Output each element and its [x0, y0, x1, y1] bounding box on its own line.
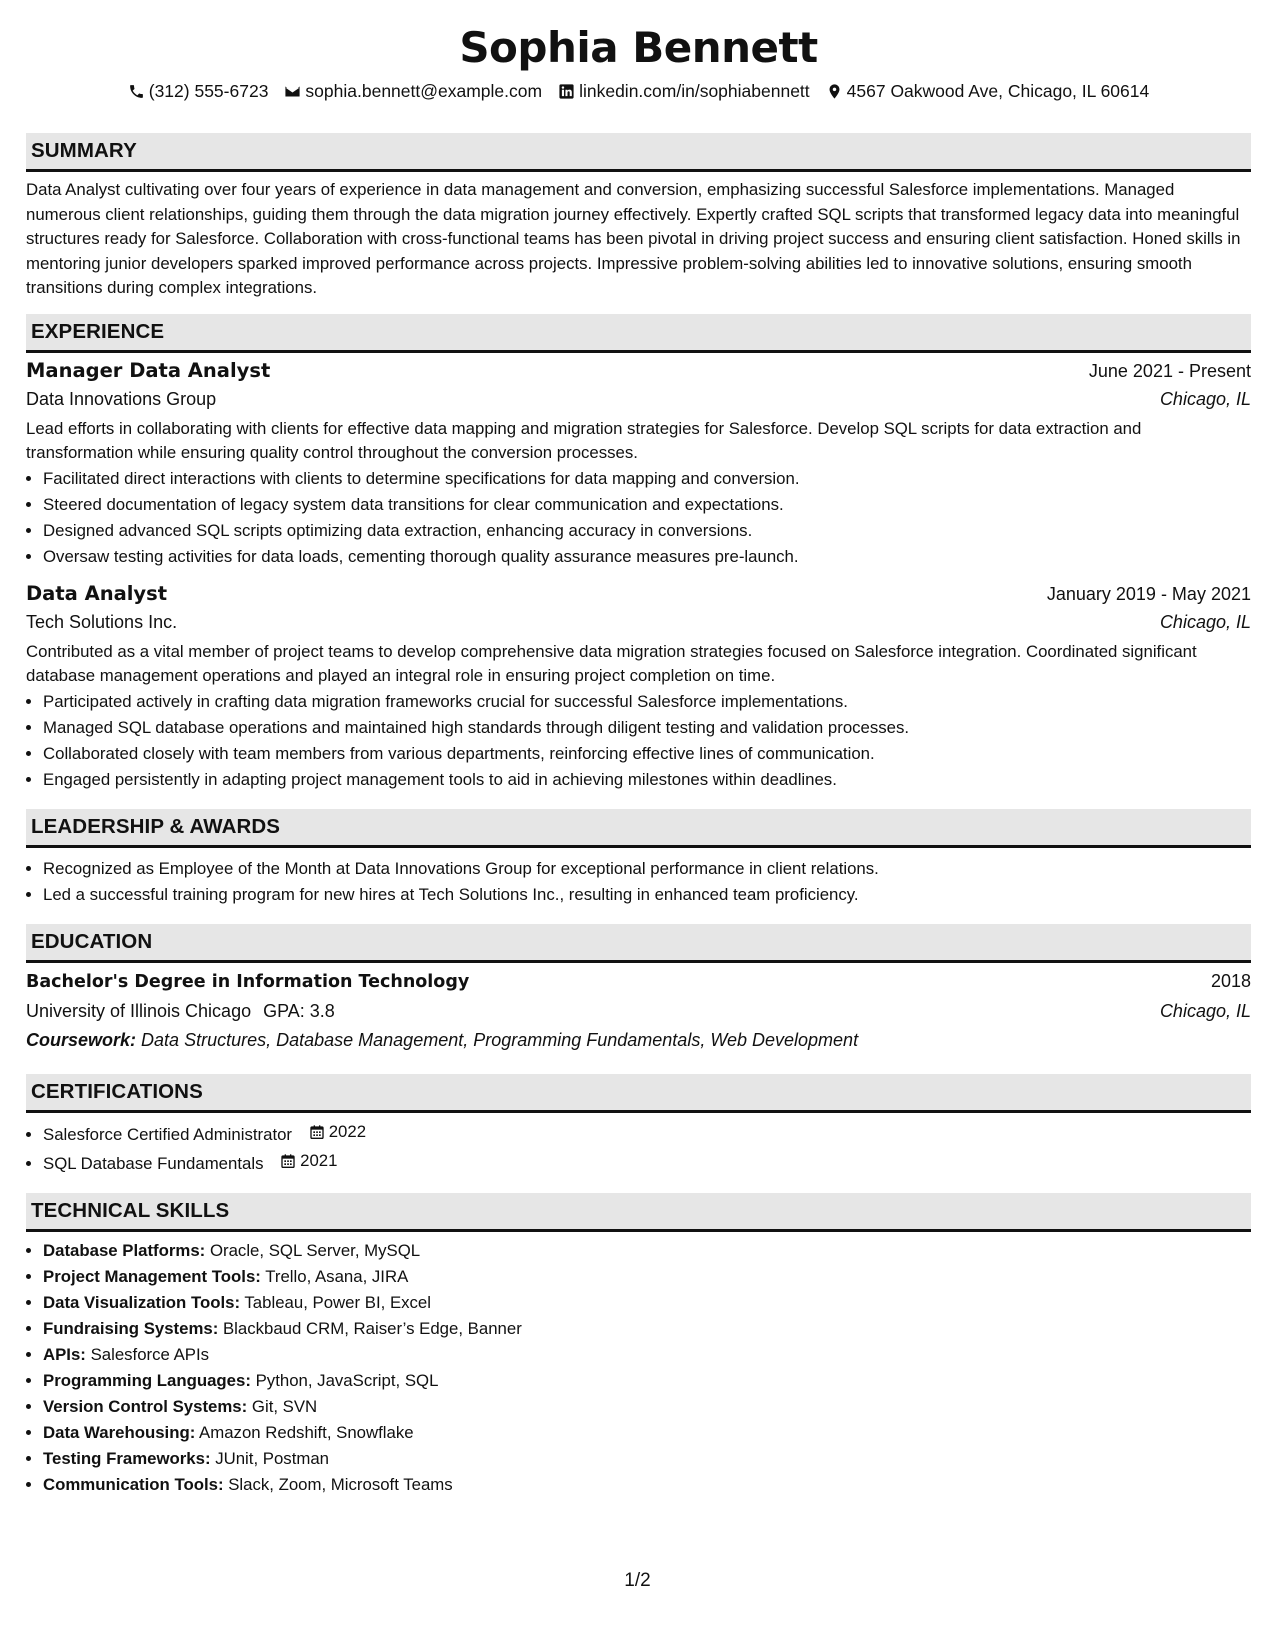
candidate-name: Sophia Bennett: [459, 23, 818, 72]
section-heading-education: EDUCATION: [26, 924, 1251, 963]
contact-address-text: 4567 Oakwood Ave, Chicago, IL 60614: [846, 81, 1150, 101]
list-item: [43, 1472, 1251, 1498]
list-item: • Designed advanced SQL scripts optimizing data extraction, enhancing accuracy in conversions.: [43, 518, 1251, 544]
job-location: Chicago, IL: [1159, 388, 1251, 409]
education-entry: [26, 967, 1251, 1055]
list-item: • Participated actively in crafting data migration frameworks crucial for successful Salesforce implementations.: [43, 689, 1251, 715]
section-heading-summary: SUMMARY: [26, 133, 1251, 172]
job-entry: [26, 357, 1251, 570]
contact-linkedin[interactable]: [558, 78, 810, 104]
skill-label: APIs:: [43, 1344, 86, 1364]
skill-value: Trello, Asana, JIRA: [265, 1266, 409, 1286]
coursework-label: Coursework:: [26, 1029, 137, 1050]
resume-page: [26, 0, 1251, 1498]
contact-phone: [128, 78, 269, 104]
list-item: [43, 1119, 1251, 1148]
skill-value: Oracle, SQL Server, MySQL: [209, 1240, 421, 1260]
list-item: • Steered documentation of legacy system data transitions for clear communication and expectations.: [43, 492, 1251, 518]
list-item: • Led a successful training program for new hires at Tech Solutions Inc., resulting in enhanced team proficiency.: [43, 882, 1251, 908]
coursework-list: Data Structures, Database Management, Programming Fundamentals, Web Development: [141, 1029, 859, 1050]
job-bullets: [26, 466, 1251, 570]
job-company-row: [26, 608, 1251, 637]
skill-value: Slack, Zoom, Microsoft Teams: [228, 1474, 453, 1494]
summary-text: Data Analyst cultivating over four years of experience in data management and conversion, emphasizing successful Salesforce implementations. Managed numerous client relationships, guiding them through the data migration journey effectively. Expertly crafted SQL scripts that transformed legacy data into meaningful structures ready for Salesforce. Collaboration with cross-functional teams has been pivotal in driving project success and ensuring client satisfaction. Honed skills in mentoring junior developers sparked improved performance across projects. Impressive problem-solving abilities led to innovative solutions, ensuring smooth transitions during complex integrations.: [26, 180, 1241, 297]
cert-name: SQL Database Fundamentals: [43, 1153, 264, 1173]
contact-email-text: sophia.bennett@example.com: [305, 81, 543, 101]
education-gpa: GPA: 3.8: [263, 1000, 335, 1021]
education-degree-row: [26, 967, 1251, 997]
list-item: [43, 1238, 1251, 1264]
contact-linkedin-text: linkedin.com/in/sophiabennett: [579, 81, 810, 101]
job-entry: [26, 580, 1251, 793]
job-company: Data Innovations Group: [26, 388, 217, 409]
contact-phone-text: (312) 555-6723: [148, 81, 269, 101]
job-dates: June 2021 - Present: [1088, 360, 1251, 381]
cert-date: [309, 1119, 366, 1145]
education-coursework: [26, 1026, 1251, 1055]
list-item: [43, 1290, 1251, 1316]
education-school-line: [26, 997, 335, 1026]
skill-value: Blackbaud CRM, Raiser’s Edge, Banner: [222, 1318, 522, 1338]
skill-value: Python, JavaScript, SQL: [255, 1370, 439, 1390]
skill-label: Data Warehousing:: [43, 1422, 196, 1442]
cert-year: 2022: [328, 1121, 367, 1141]
skill-label: Database Platforms:: [43, 1240, 206, 1260]
job-dates: January 2019 - May 2021: [1046, 583, 1251, 604]
list-item: [43, 1342, 1251, 1368]
list-item: [43, 1420, 1251, 1446]
skill-value: JUnit, Postman: [215, 1448, 330, 1468]
job-title-row: [26, 580, 1251, 608]
contact-email[interactable]: [284, 78, 542, 104]
section-heading-experience: EXPERIENCE: [26, 314, 1251, 353]
list-item: • Collaborated closely with team members from various departments, reinforcing effective lines of communication.: [43, 741, 1251, 767]
list-item: [43, 1148, 1251, 1177]
list-item: [43, 1368, 1251, 1394]
skill-label: Version Control Systems:: [43, 1396, 248, 1416]
list-item: • Facilitated direct interactions with clients to determine specifications for data mapping and conversion.: [43, 466, 1251, 492]
contact-bar: [26, 78, 1251, 104]
list-item: • Engaged persistently in adapting project management tools to aid in achieving milestones within deadlines.: [43, 767, 1251, 793]
skill-label: Project Management Tools:: [43, 1266, 261, 1286]
job-location: Chicago, IL: [1159, 611, 1251, 632]
skill-label: Testing Frameworks:: [43, 1448, 211, 1468]
job-description: Contributed as a vital member of project teams to develop comprehensive data migration strategies focused on Salesforce integration. Coordinated significant database management operations and played an integral role in ensuring project completion on time.: [26, 641, 1197, 685]
skill-value: Tableau, Power BI, Excel: [244, 1292, 431, 1312]
education-year: 2018: [1210, 970, 1251, 991]
list-item: [43, 1446, 1251, 1472]
section-heading-certifications: CERTIFICATIONS: [26, 1074, 1251, 1113]
map-pin-icon: [826, 83, 843, 100]
calendar-icon: [280, 1153, 296, 1169]
list-item: [43, 1316, 1251, 1342]
skill-label: Fundraising Systems:: [43, 1318, 219, 1338]
list-item: [43, 1264, 1251, 1290]
job-company-row: [26, 385, 1251, 414]
list-item: • Managed SQL database operations and maintained high standards through diligent testing and validation processes.: [43, 715, 1251, 741]
leadership-list: [26, 856, 1251, 908]
education-school: University of Illinois Chicago: [26, 1000, 252, 1021]
list-item: [43, 1394, 1251, 1420]
skill-label: Programming Languages:: [43, 1370, 251, 1390]
education-degree: Bachelor's Degree in Information Technology: [26, 971, 470, 992]
contact-address: [826, 78, 1150, 104]
envelope-icon: [284, 83, 301, 100]
education-school-row: [26, 997, 1251, 1026]
list-item: • Oversaw testing activities for data loads, cementing thorough quality assurance measures pre-launch.: [43, 544, 1251, 570]
job-description: Lead efforts in collaborating with clients for effective data mapping and migration strategies for Salesforce. Develop SQL scripts for data extraction and transformation while ensuring quality control throughout the conversion processes.: [26, 418, 1142, 462]
certifications-list: [26, 1119, 1251, 1177]
job-title-row: [26, 357, 1251, 385]
cert-name: Salesforce Certified Administrator: [43, 1124, 293, 1144]
job-title: Manager Data Analyst: [26, 358, 271, 382]
skill-label: Communication Tools:: [43, 1474, 224, 1494]
cert-year: 2021: [300, 1150, 338, 1170]
phone-icon: [128, 83, 145, 100]
calendar-icon: [309, 1124, 325, 1140]
job-bullets: [26, 689, 1251, 793]
section-heading-skills: TECHNICAL SKILLS: [26, 1193, 1251, 1232]
list-item: • Recognized as Employee of the Month at Data Innovations Group for exceptional performance in client relations.: [43, 856, 1251, 882]
skill-value: Git, SVN: [251, 1396, 318, 1416]
education-location: Chicago, IL: [1159, 1000, 1251, 1021]
skills-list: [26, 1238, 1251, 1498]
section-heading-leadership: LEADERSHIP & AWARDS: [26, 809, 1251, 848]
skill-value: Salesforce APIs: [90, 1344, 210, 1364]
cert-date: [280, 1148, 337, 1174]
skill-label: Data Visualization Tools:: [43, 1292, 241, 1312]
skill-value: Amazon Redshift, Snowflake: [199, 1422, 414, 1442]
linkedin-icon: [558, 83, 575, 100]
job-company: Tech Solutions Inc.: [26, 611, 178, 632]
job-title: Data Analyst: [26, 581, 168, 605]
page-number: 1/2: [624, 1570, 651, 1591]
